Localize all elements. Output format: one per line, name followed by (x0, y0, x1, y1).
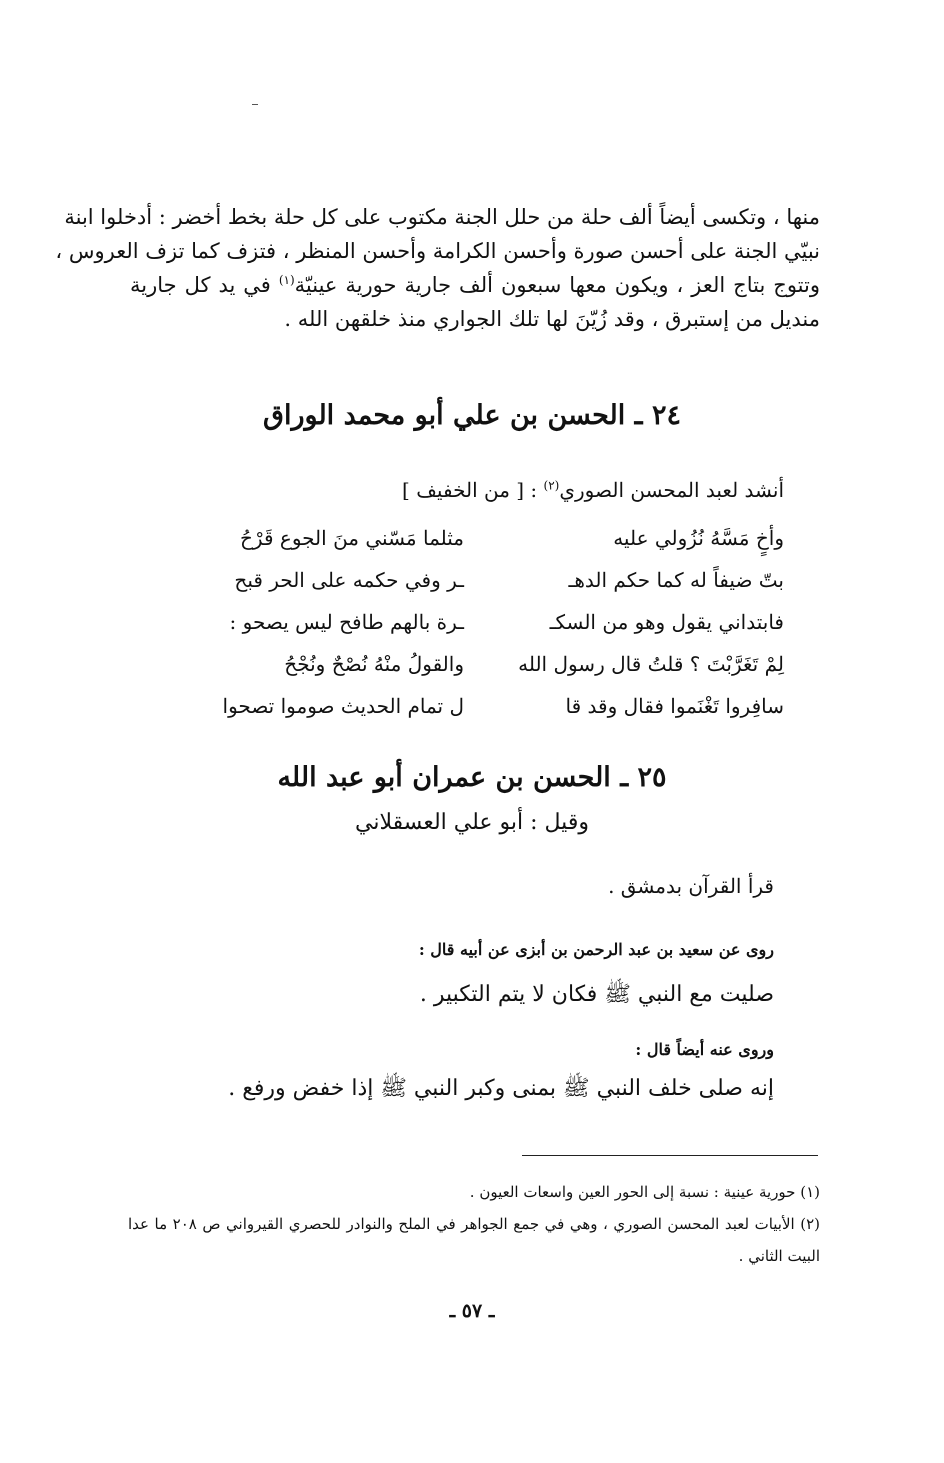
stray-mark (252, 104, 258, 105)
paragraph-line-with-ref (130, 268, 820, 302)
poem-meter: : [ من الخفيف ] (402, 478, 544, 502)
verse-second-half: ل تمام الحديث صوموا تصحوا (222, 694, 464, 718)
verse-first-half: لِمْ تَغَرَّبْتَ ؟ قلتُ قال رسول الله (518, 652, 784, 676)
verse (144, 568, 784, 610)
entry-25-line: قرأ القرآن بدمشق . (608, 874, 774, 898)
footnote-ref: (٢) (543, 478, 560, 493)
paragraph-segment: في يد كل جارية (130, 273, 271, 297)
poem-intro (402, 478, 784, 502)
footnote-2-line: (٢) الأبيات لعبد المحسن الصوري ، وهي في جمع الجواهر في الملح والنوادر للحصري القيرواني ص ٢٠٨ ما عدا (128, 1215, 820, 1233)
hadith-line: إنه صلى خلف النبي ﷺ بمنى وكبر النبي ﷺ إذا خفض ورفع . (228, 1076, 774, 1101)
paragraph-line: نبيّي الجنة على أحسن صورة وأحسن الكرامة وأحسن المنظر ، فتزف كما تزف العروس ، (55, 239, 820, 263)
verse (144, 652, 784, 694)
verse-first-half: فابتداني يقول وهو من السكـ (549, 610, 784, 634)
paragraph-line: منديل من إستبرق ، وقد زُيّنَ لها تلك الجواري منذ خلقهن الله . (284, 307, 820, 331)
verse-second-half: مثلما مَسّني منَ الجوع قَرْحُ (240, 526, 464, 550)
footnote-2-line: البيت الثاني . (738, 1247, 820, 1265)
hadith-line: صليت مع النبي ﷺ فكان لا يتم التكبير . (419, 982, 774, 1007)
footnote-1: (١) حورية عينية : نسبة إلى الحور العين واسعات العيون . (469, 1183, 820, 1201)
intro-paragraph (55, 200, 820, 336)
poem-intro-text: أنشد لعبد المحسن الصوري (559, 478, 784, 502)
verse (144, 694, 784, 736)
verse-first-half: سافِروا تَغْنَموا فقال وقد قا (565, 694, 784, 718)
verse-second-half: ـر وفي حكمه على الحر قبح (234, 568, 464, 592)
verse-second-half: والقولُ منْهُ نُصْحٌ ونُجْحُ (284, 652, 464, 676)
page-number: ـ ٥٧ ـ (449, 1300, 495, 1322)
paragraph-line: منها ، وتكسى أيضاً ألف حلة من حلل الجنة مكتوب على كل حلة بخط أخضر : أدخلوا ابنة (64, 205, 820, 229)
entry-25-heading: ٢٥ ـ الحسن بن عمران أبو عبد الله (277, 762, 667, 793)
verse (144, 610, 784, 652)
entry-25-subheading: وقيل : أبو علي العسقلاني (355, 810, 589, 835)
footnote-divider (522, 1155, 818, 1156)
verse-first-half: بتّ ضيفاً له كما حكم الدهـ (568, 568, 784, 592)
narration-line: وروى عنه أيضاً قال : (635, 1040, 774, 1059)
entry-24-heading: ٢٤ ـ الحسن بن علي أبو محمد الوراق (263, 400, 681, 431)
narration-line: روى عن سعيد بن عبد الرحمن بن أبزى عن أبيه قال : (418, 940, 774, 959)
poem (144, 526, 784, 736)
verse (144, 526, 784, 568)
verse-second-half: ـرة بالهم طافح ليس يصحو : (229, 610, 464, 634)
footnote-ref: (١) (278, 273, 295, 287)
paragraph-segment: وتتوج بتاج العز ، ويكون معها سبعون ألف جارية حورية عينيّة (294, 273, 820, 297)
verse-first-half: وأخٍ مَسَّهُ نُزُولي عليه (613, 526, 784, 550)
